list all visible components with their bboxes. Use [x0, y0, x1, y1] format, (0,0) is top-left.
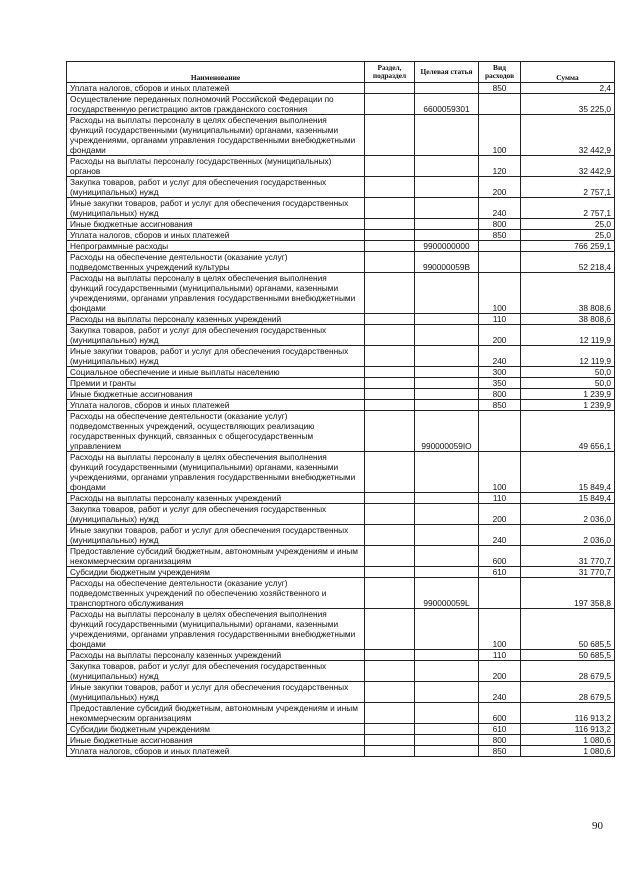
- cell-name: Расходы на выплаты персоналу в целях обеспечения выполнения функций государственными (муниципальными) органами, казенными учреждениями, органами управления государственными внебюджетными фондами: [67, 609, 365, 650]
- table-row: [67, 177, 615, 198]
- cell-section: [365, 346, 415, 367]
- cell-type: 350: [479, 378, 521, 389]
- cell-name: Уплата налогов, сборов и иных платежей: [67, 746, 365, 757]
- cell-type: 240: [479, 682, 521, 703]
- cell-article: [415, 746, 479, 757]
- cell-sum: 2,4: [521, 83, 615, 94]
- cell-article: [415, 198, 479, 219]
- cell-article: [415, 219, 479, 230]
- cell-name: Закупка товаров, работ и услуг для обеспечения государственных (муниципальных) нужд: [67, 504, 365, 525]
- table-row: [67, 567, 615, 578]
- cell-type: 110: [479, 650, 521, 661]
- cell-type: 200: [479, 504, 521, 525]
- table-row: [67, 493, 615, 504]
- cell-sum: 1 239,9: [521, 389, 615, 400]
- cell-section: [365, 650, 415, 661]
- table-row: [67, 682, 615, 703]
- cell-type: [479, 578, 521, 609]
- table-row: [67, 346, 615, 367]
- cell-section: [365, 493, 415, 504]
- cell-section: [365, 367, 415, 378]
- table-row: [67, 578, 615, 609]
- cell-section: [365, 609, 415, 650]
- cell-name: Расходы на обеспечение деятельности (оказание услуг) подведомственных учреждений, осуществляющих реализацию государственных функций, связанных с общегосударственным управлением: [67, 411, 365, 452]
- header-article: Целевая статья: [415, 62, 479, 83]
- cell-name: Иные закупки товаров, работ и услуг для обеспечения государственных (муниципальных) нужд: [67, 346, 365, 367]
- cell-section: [365, 219, 415, 230]
- table-row: [67, 411, 615, 452]
- cell-section: [365, 578, 415, 609]
- cell-article: [415, 609, 479, 650]
- cell-type: 200: [479, 177, 521, 198]
- cell-name: Иные бюджетные ассигнования: [67, 219, 365, 230]
- cell-sum: 2 757,1: [521, 177, 615, 198]
- cell-sum: 50 685,5: [521, 609, 615, 650]
- cell-section: [365, 94, 415, 115]
- cell-section: [365, 177, 415, 198]
- cell-sum: 766 259,1: [521, 241, 615, 252]
- table-row: [67, 198, 615, 219]
- cell-article: [415, 273, 479, 314]
- cell-section: [365, 378, 415, 389]
- cell-article: 990000059В: [415, 252, 479, 273]
- cell-sum: 12 119,9: [521, 325, 615, 346]
- cell-type: 100: [479, 452, 521, 493]
- cell-name: Субсидии бюджетным учреждениям: [67, 724, 365, 735]
- cell-article: [415, 661, 479, 682]
- cell-article: [415, 314, 479, 325]
- cell-name: Закупка товаров, работ и услуг для обеспечения государственных (муниципальных) нужд: [67, 661, 365, 682]
- header-type: Вид расходов: [479, 62, 521, 83]
- table-body: [67, 83, 615, 757]
- cell-name: Иные закупки товаров, работ и услуг для обеспечения государственных (муниципальных) нужд: [67, 198, 365, 219]
- cell-name: Уплата налогов, сборов и иных платежей: [67, 83, 365, 94]
- cell-sum: 15 849,4: [521, 452, 615, 493]
- cell-name: Расходы на обеспечение деятельности (оказание услуг) подведомственных учреждений по обеспечению хозяйственного и транспортного обслуживания: [67, 578, 365, 609]
- cell-sum: 15 849,4: [521, 493, 615, 504]
- cell-name: Расходы на выплаты персоналу государственных (муниципальных) органов: [67, 156, 365, 177]
- cell-article: [415, 400, 479, 411]
- table-row: [67, 325, 615, 346]
- cell-section: [365, 400, 415, 411]
- cell-name: Уплата налогов, сборов и иных платежей: [67, 230, 365, 241]
- cell-article: [415, 83, 479, 94]
- cell-section: [365, 504, 415, 525]
- cell-name: Расходы на выплаты персоналу в целях обеспечения выполнения функций государственными (муниципальными) органами, казенными учреждениями, органами управления государственными внебюджетными фондами: [67, 115, 365, 156]
- cell-sum: 31 770,7: [521, 546, 615, 567]
- table-row: [67, 156, 615, 177]
- cell-type: [479, 94, 521, 115]
- cell-article: [415, 493, 479, 504]
- cell-type: 100: [479, 115, 521, 156]
- table-row: [67, 378, 615, 389]
- cell-section: [365, 703, 415, 724]
- table-row: [67, 389, 615, 400]
- cell-type: [479, 252, 521, 273]
- cell-sum: 50 685,5: [521, 650, 615, 661]
- cell-type: [479, 241, 521, 252]
- header-section: Раздел, подраздел: [365, 62, 415, 83]
- cell-name: Иные закупки товаров, работ и услуг для обеспечения государственных (муниципальных) нужд: [67, 525, 365, 546]
- cell-name: Социальное обеспечение и иные выплаты населению: [67, 367, 365, 378]
- table-row: [67, 219, 615, 230]
- cell-sum: 38 808,6: [521, 314, 615, 325]
- cell-section: [365, 389, 415, 400]
- cell-type: 110: [479, 493, 521, 504]
- cell-name: Расходы на обеспечение деятельности (оказание услуг) подведомственных учреждений культуры: [67, 252, 365, 273]
- cell-sum: 1 080,6: [521, 746, 615, 757]
- cell-sum: 32 442,9: [521, 156, 615, 177]
- cell-section: [365, 567, 415, 578]
- cell-section: [365, 325, 415, 346]
- cell-type: 800: [479, 389, 521, 400]
- cell-article: [415, 367, 479, 378]
- table-row: [67, 252, 615, 273]
- table-row: [67, 115, 615, 156]
- cell-type: 240: [479, 198, 521, 219]
- cell-name: Предоставление субсидий бюджетным, автономным учреждениям и иным некоммерческим организациям: [67, 703, 365, 724]
- cell-name: Иные бюджетные ассигнования: [67, 735, 365, 746]
- cell-section: [365, 411, 415, 452]
- cell-type: 850: [479, 746, 521, 757]
- table-row: [67, 83, 615, 94]
- budget-table: [66, 61, 615, 757]
- cell-name: Расходы на выплаты персоналу казенных учреждений: [67, 493, 365, 504]
- cell-article: [415, 156, 479, 177]
- cell-name: Иные бюджетные ассигнования: [67, 389, 365, 400]
- page-number: 90: [592, 820, 603, 832]
- cell-section: [365, 525, 415, 546]
- cell-section: [365, 273, 415, 314]
- cell-article: [415, 504, 479, 525]
- cell-type: 240: [479, 525, 521, 546]
- cell-type: 100: [479, 609, 521, 650]
- cell-section: [365, 156, 415, 177]
- cell-sum: 2 036,0: [521, 525, 615, 546]
- cell-section: [365, 115, 415, 156]
- table-row: [67, 504, 615, 525]
- cell-section: [365, 241, 415, 252]
- cell-name: Расходы на выплаты персоналу в целях обеспечения выполнения функций государственными (муниципальными) органами, казенными учреждениями, органами управления государственными внебюджетными фондами: [67, 273, 365, 314]
- cell-sum: 35 225,0: [521, 94, 615, 115]
- cell-sum: 116 913,2: [521, 703, 615, 724]
- cell-sum: 25,0: [521, 230, 615, 241]
- header-name: Наименование: [67, 62, 365, 83]
- cell-type: 240: [479, 346, 521, 367]
- cell-sum: 25,0: [521, 219, 615, 230]
- table-row: [67, 609, 615, 650]
- cell-sum: 2 036,0: [521, 504, 615, 525]
- cell-sum: 28 679,5: [521, 661, 615, 682]
- table-row: [67, 314, 615, 325]
- cell-sum: 116 913,2: [521, 724, 615, 735]
- cell-type: [479, 411, 521, 452]
- cell-sum: 31 770,7: [521, 567, 615, 578]
- cell-article: [415, 452, 479, 493]
- table-row: [67, 452, 615, 493]
- cell-sum: 38 808,6: [521, 273, 615, 314]
- cell-article: 990000059IO: [415, 411, 479, 452]
- table-row: [67, 735, 615, 746]
- table-row: [67, 525, 615, 546]
- cell-type: 120: [479, 156, 521, 177]
- cell-type: 200: [479, 661, 521, 682]
- table-row: [67, 746, 615, 757]
- cell-type: 110: [479, 314, 521, 325]
- cell-article: [415, 325, 479, 346]
- cell-name: Закупка товаров, работ и услуг для обеспечения государственных (муниципальных) нужд: [67, 177, 365, 198]
- table-row: [67, 661, 615, 682]
- cell-section: [365, 198, 415, 219]
- cell-article: 9900000000: [415, 241, 479, 252]
- cell-name: Премии и гранты: [67, 378, 365, 389]
- table-header-row: [67, 62, 615, 83]
- cell-article: [415, 682, 479, 703]
- cell-sum: 28 679,5: [521, 682, 615, 703]
- cell-type: 600: [479, 703, 521, 724]
- cell-article: 6600059301: [415, 94, 479, 115]
- cell-sum: 50,0: [521, 367, 615, 378]
- cell-article: [415, 378, 479, 389]
- cell-type: 850: [479, 83, 521, 94]
- cell-section: [365, 314, 415, 325]
- cell-article: [415, 735, 479, 746]
- cell-name: Уплата налогов, сборов и иных платежей: [67, 400, 365, 411]
- cell-type: 100: [479, 273, 521, 314]
- cell-name: Расходы на выплаты персоналу в целях обеспечения выполнения функций государственными (муниципальными) органами, казенными учреждениями, органами управления государственными внебюджетными фондами: [67, 452, 365, 493]
- cell-article: [415, 650, 479, 661]
- table-row: [67, 367, 615, 378]
- cell-section: [365, 83, 415, 94]
- cell-name: Субсидии бюджетным учреждениям: [67, 567, 365, 578]
- cell-article: [415, 346, 479, 367]
- cell-name: Расходы на выплаты персоналу казенных учреждений: [67, 314, 365, 325]
- cell-article: [415, 567, 479, 578]
- cell-sum: 12 119,9: [521, 346, 615, 367]
- cell-sum: 2 757,1: [521, 198, 615, 219]
- cell-name: Расходы на выплаты персоналу казенных учреждений: [67, 650, 365, 661]
- cell-name: Иные закупки товаров, работ и услуг для обеспечения государственных (муниципальных) нужд: [67, 682, 365, 703]
- table-row: [67, 400, 615, 411]
- cell-name: Закупка товаров, работ и услуг для обеспечения государственных (муниципальных) нужд: [67, 325, 365, 346]
- cell-section: [365, 546, 415, 567]
- table-row: [67, 724, 615, 735]
- header-sum: Сумма: [521, 62, 615, 83]
- cell-article: [415, 724, 479, 735]
- cell-type: 850: [479, 400, 521, 411]
- cell-article: [415, 177, 479, 198]
- table-row: [67, 94, 615, 115]
- cell-section: [365, 252, 415, 273]
- cell-name: Непрограммные расходы: [67, 241, 365, 252]
- cell-sum: 197 358,8: [521, 578, 615, 609]
- cell-article: [415, 230, 479, 241]
- cell-sum: 52 218,4: [521, 252, 615, 273]
- cell-sum: 50,0: [521, 378, 615, 389]
- cell-type: 300: [479, 367, 521, 378]
- table-row: [67, 273, 615, 314]
- cell-section: [365, 746, 415, 757]
- cell-article: [415, 389, 479, 400]
- cell-sum: 49 656,1: [521, 411, 615, 452]
- cell-section: [365, 735, 415, 746]
- cell-sum: 1 080,6: [521, 735, 615, 746]
- table-row: [67, 241, 615, 252]
- cell-article: [415, 546, 479, 567]
- table-row: [67, 703, 615, 724]
- cell-type: 610: [479, 567, 521, 578]
- cell-sum: 1 239,9: [521, 400, 615, 411]
- cell-type: 800: [479, 219, 521, 230]
- cell-section: [365, 661, 415, 682]
- cell-name: Осуществление переданных полномочий Российской Федерации по государственную регистрацию актов гражданского состояния: [67, 94, 365, 115]
- cell-type: 200: [479, 325, 521, 346]
- cell-name: Предоставление субсидий бюджетным, автономным учреждениям и иным некоммерческим организациям: [67, 546, 365, 567]
- cell-article: 990000059L: [415, 578, 479, 609]
- table-row: [67, 230, 615, 241]
- cell-article: [415, 115, 479, 156]
- table-row: [67, 546, 615, 567]
- cell-section: [365, 724, 415, 735]
- cell-section: [365, 452, 415, 493]
- cell-article: [415, 525, 479, 546]
- cell-type: 600: [479, 546, 521, 567]
- cell-type: 800: [479, 735, 521, 746]
- cell-sum: 32 442,9: [521, 115, 615, 156]
- cell-type: 610: [479, 724, 521, 735]
- cell-section: [365, 682, 415, 703]
- cell-type: 850: [479, 230, 521, 241]
- table-row: [67, 650, 615, 661]
- cell-section: [365, 230, 415, 241]
- cell-article: [415, 703, 479, 724]
